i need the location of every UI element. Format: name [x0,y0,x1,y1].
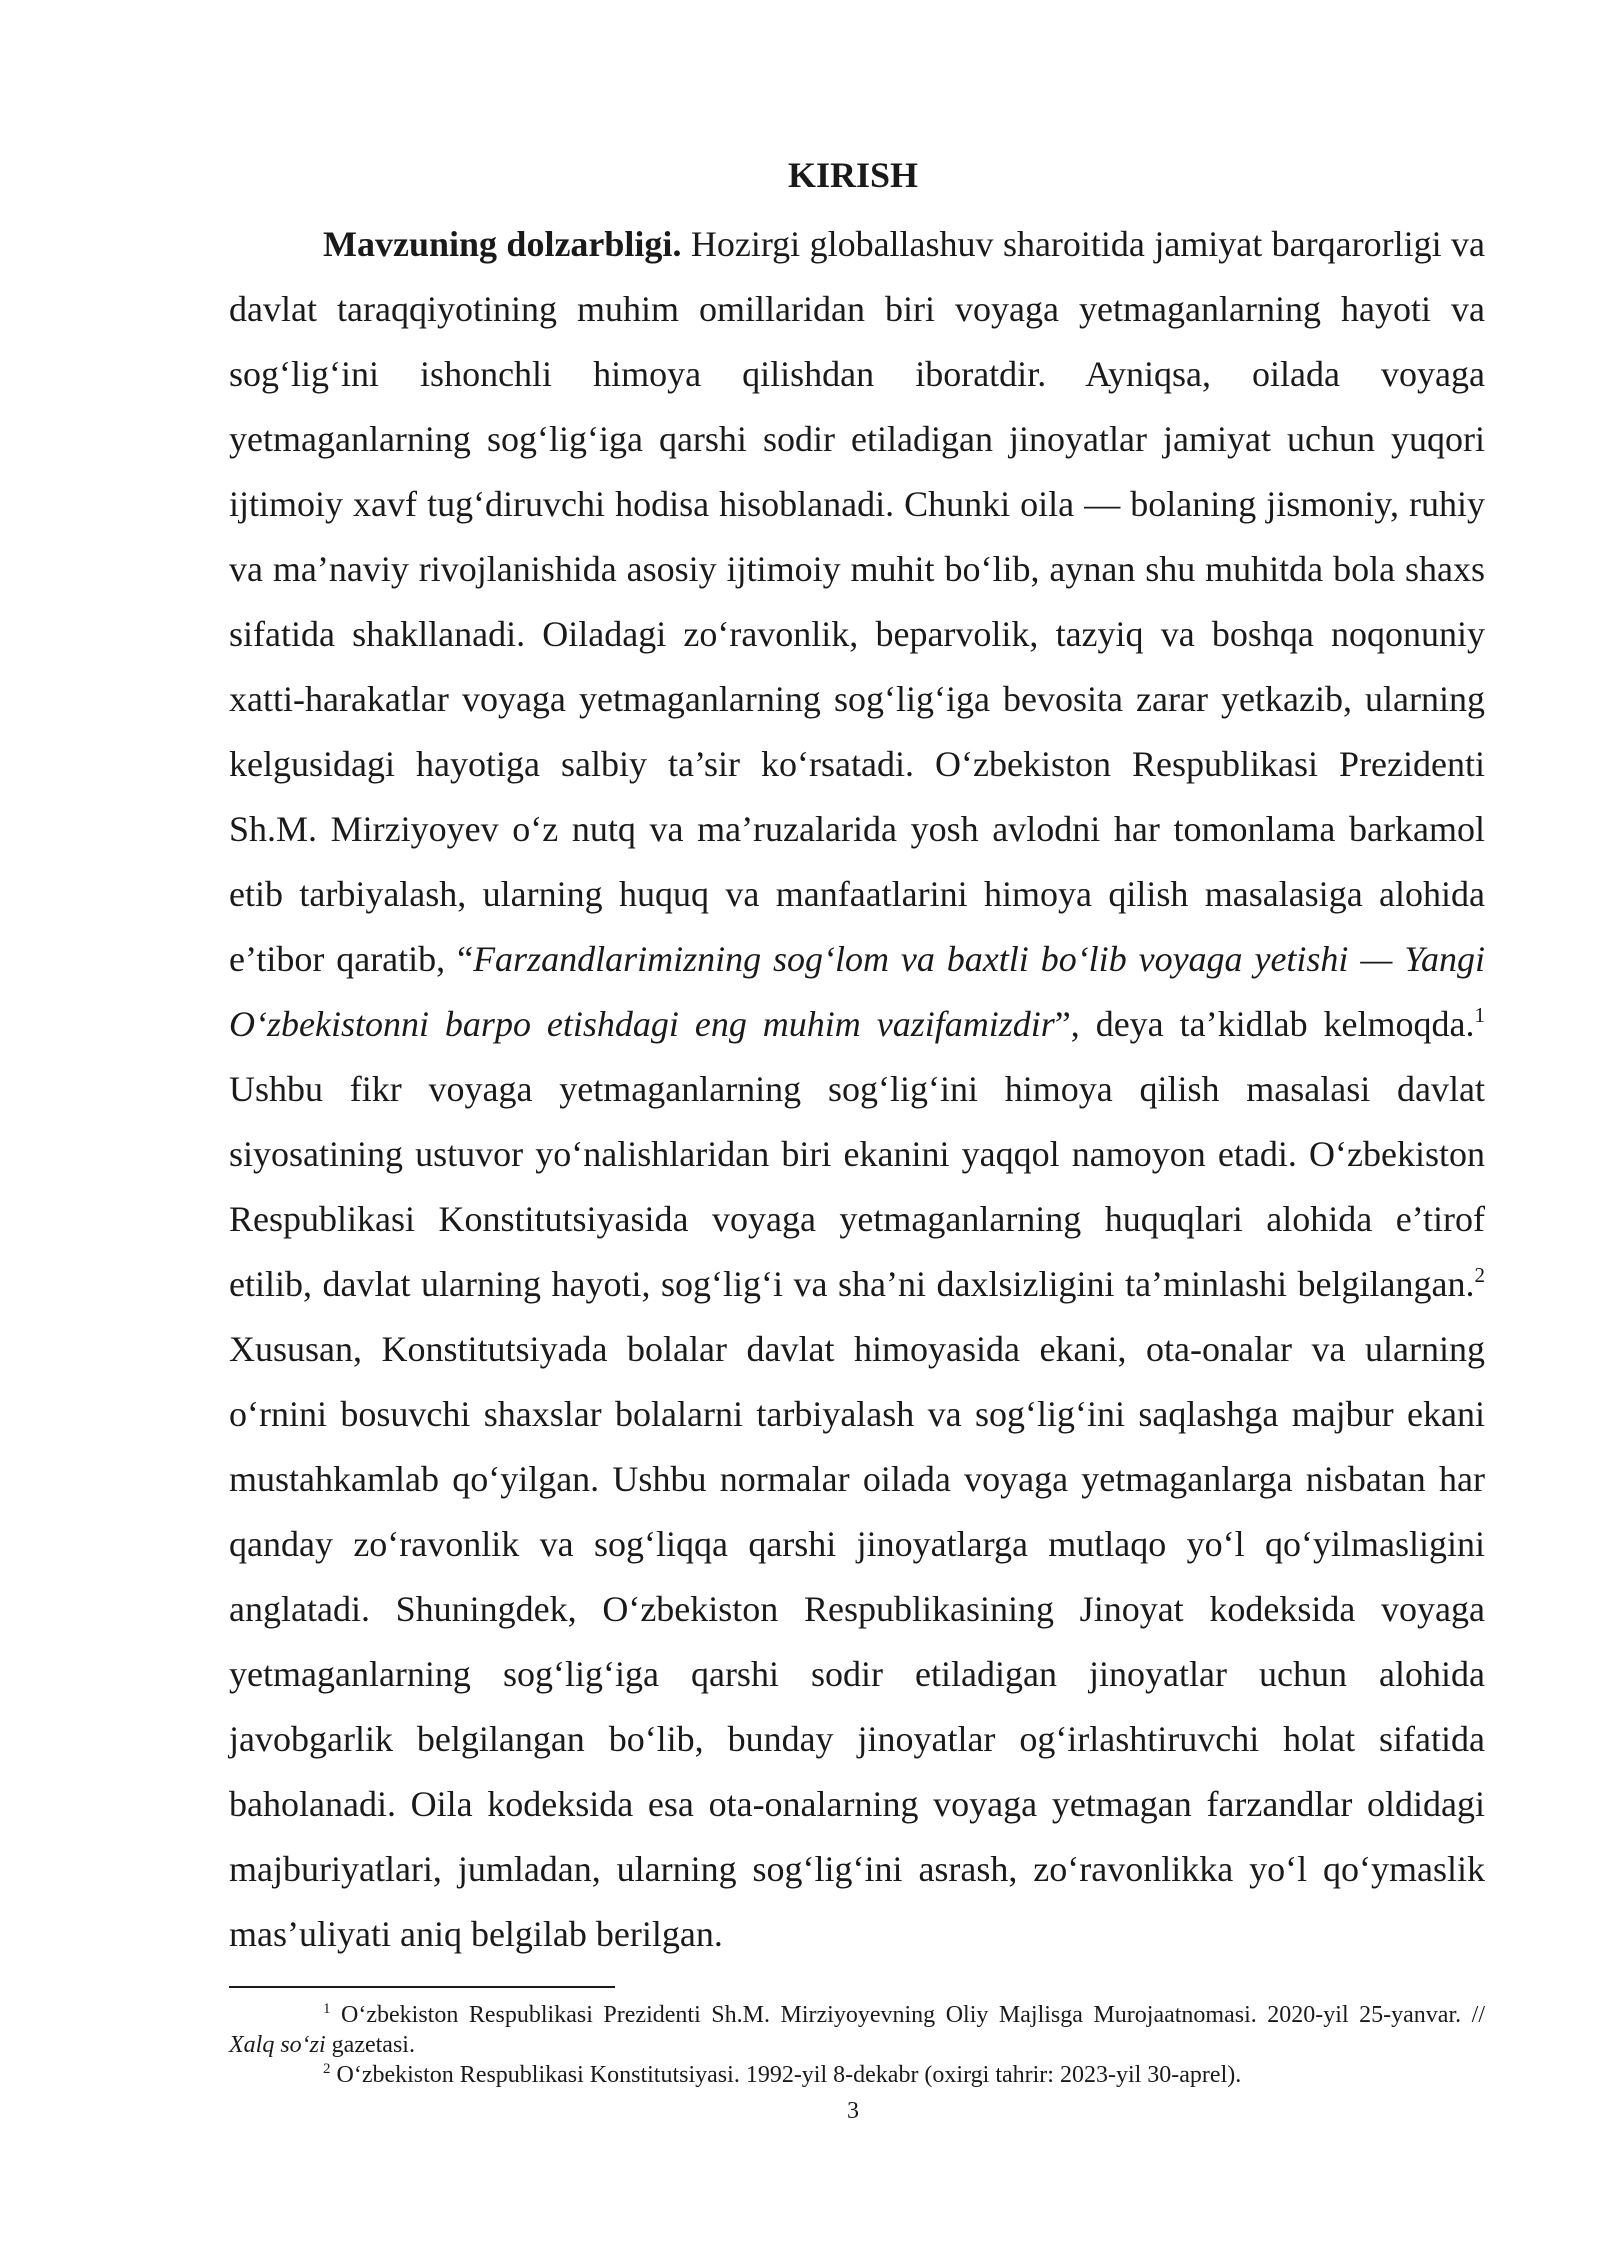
intro-paragraph [229,212,1485,1967]
paragraph-text-1: Hozirgi globallashuv sharoitida jamiyat barqarorligi va davlat taraqqiyotining muhim omillaridan biri voyaga yetmaganlarning hayoti va sog‘lig‘ini ishonchli himoya qilishdan iboratdir. Ayniqsa, oilada voyaga yetmaganlarning sog‘lig‘iga qarshi sodir etiladigan jinoyatlar jamiyat uchun yuqori ijtimoiy xavf tug‘diruvchi hodisa hisoblanadi. Chunki oila — bolaning jismoniy, ruhiy va ma’naviy rivojlanishida asosiy ijtimoiy muhit bo‘lib, aynan shu muhitda bola shaxs sifatida shakllanadi. Oiladagi zo‘ravonlik, beparvolik, tazyiq va boshqa noqonuniy xatti-harakatlar voyaga yetmaganlarning sog‘lig‘iga bevosita zarar yetkazib, ularning kelgusidagi hayotiga salbiy ta’sir ko‘rsatadi. O‘zbekiston Respublikasi Prezidenti Sh.M. Mirziyoyev o‘z nutq va ma’ruzalarida yosh avlodni har tomonlama barkamol etib tarbiyalash, ularning huquq va manfaatlarini himoya qilish masalasiga alohida e’tibor qaratib, “ [229,224,1485,979]
paragraph-text-4: Xususan, Konstitutsiyada bolalar davlat himoyasida ekani, ota-onalar va ularning o‘rnini bosuvchi shaxslar bolalarni tarbiyalash va sog‘lig‘ini saqlashga majbur ekani mustahkamlab qo‘yilgan. Ushbu normalar oilada voyaga yetmaganlarga nisbatan har qanday zo‘ravonlik va sog‘liqqa qarshi jinoyatlarga mutlaqo yo‘l qo‘yilmasligini anglatadi. Shuningdek, O‘zbekiston Respublikasining Jinoyat kodeksida voyaga yetmaganlarning sog‘lig‘iga qarshi sodir etiladigan jinoyatlar uchun alohida javobgarlik belgilangan bo‘lib, bunday jinoyatlar og‘irlashtiruvchi holat sifatida baholanadi. Oila kodeksida esa ota-onalarning voyaga yetmagan farzandlar oldidagi majburiyatlari, jumladan, ularning sog‘lig‘ini asrash, zo‘ravonlikka yo‘l qo‘ymaslik mas’uliyati aniq belgilab berilgan. [229,1329,1485,1954]
footnote-text: O‘zbekiston Respublikasi Konstitutsiyasi. 1992-yil 8-dekabr (oxirgi tahrir: 2023-yil 30-aprel). [330,2062,1242,2088]
paragraph-text-2: ”, deya ta’kidlab kelmoqda. [1054,1004,1475,1044]
footnote-separator [229,1986,615,1988]
page-number: 3 [847,2098,859,2124]
footnote-number: 1 [323,2001,331,2017]
footnote-text: O‘zbekiston Respublikasi Prezidenti Sh.M. Mirziyoyevning Oliy Majlisga Murojaatnomasi. 2020-yil 25-yanvar. // [330,2002,1485,2028]
newspaper-title: Xalq so‘zi [229,2032,326,2058]
president-quote: Farzandlarimizning sog‘lom va baxtli bo‘lib voyaga yetishi — Yangi O‘zbekistonni barpo etishdagi eng muhim vazifamizdir [229,939,1485,1044]
paragraph-lead: Mavzuning dolzarbligi. [323,224,682,264]
footnote-text-end: gazetasi. [325,2032,415,2058]
footnote-ref-2[interactable]: 2 [1474,1263,1485,1287]
footnotes [229,2000,1485,2090]
paragraph-text-3: Ushbu fikr voyaga yetmaganlarning sog‘lig‘ini himoya qilish masalasi davlat siyosatining ustuvor yo‘nalishlaridan biri ekanini yaqqol namoyon etadi. O‘zbekiston Respublikasi Konstitutsiyasida voyaga yetmaganlarning huquqlari alohida e’tirof etilib, davlat ularning hayoti, sog‘lig‘i va sha’ni daxlsizligini ta’minlashi belgilangan. [229,1069,1485,1304]
section-heading: KIRISH [787,155,919,195]
footnote-2 [229,2060,1485,2090]
footnote-1 [229,2000,1485,2060]
footnote-ref-1[interactable]: 1 [1474,1003,1485,1027]
footnote-number: 2 [323,2061,331,2077]
